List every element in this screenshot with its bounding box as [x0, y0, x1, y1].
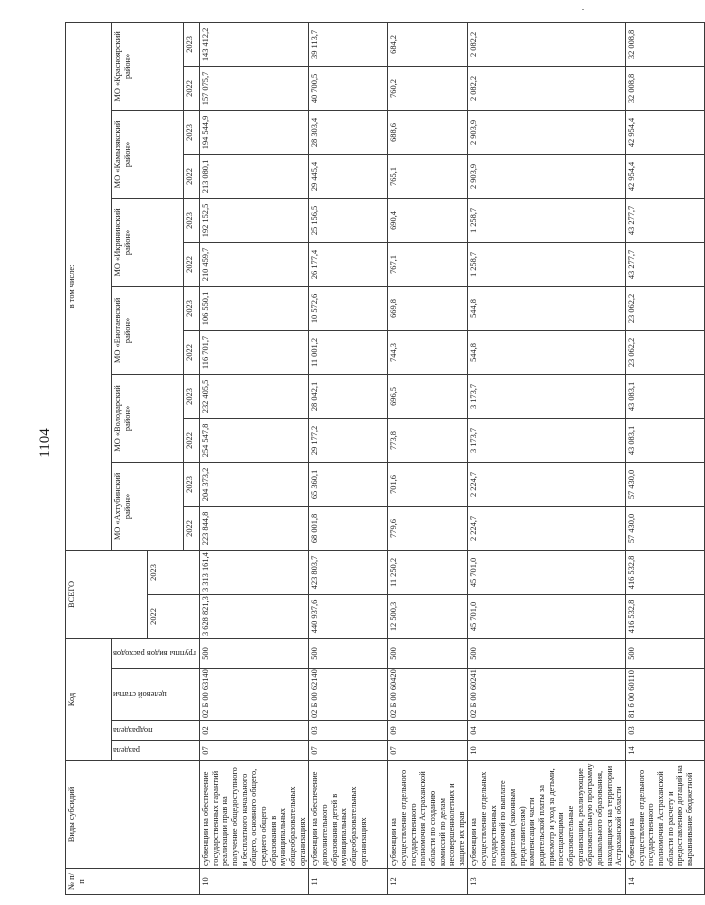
row-value: 416 532,8	[625, 594, 704, 638]
row-value: 701,6	[388, 462, 468, 506]
row-value: 423 803,7	[309, 550, 388, 594]
row-value: 2 903,9	[468, 110, 626, 154]
row-value: 684,2	[388, 22, 468, 66]
row-value: 12 500,3	[388, 594, 468, 638]
row-razdel: 07	[388, 741, 468, 761]
header-total: ВСЕГО	[66, 550, 148, 638]
row-value: 213 080,1	[200, 154, 309, 198]
row-target: 02 Б 00 60241	[468, 669, 626, 721]
header-target-text: целевой статьи	[113, 690, 167, 700]
row-value: 29 445,4	[309, 154, 388, 198]
row-value: 11 250,2	[388, 550, 468, 594]
row-number: 10	[200, 869, 309, 895]
row-value: 26 177,4	[309, 242, 388, 286]
row-value: 65 360,1	[309, 462, 388, 506]
row-value: 210 459,7	[200, 242, 309, 286]
table-row	[468, 22, 626, 894]
header-year: 2023	[184, 286, 200, 330]
header-year: 2022	[184, 66, 200, 110]
row-name: субвенции на обеспечение дополнительного образования детей в муниципальных общеобразовательных организациях	[309, 761, 388, 869]
row-value: 3 313 161,4	[200, 550, 309, 594]
row-number: 14	[625, 869, 704, 895]
row-rashod: 500	[309, 638, 388, 668]
row-value: 43 277,7	[625, 198, 704, 242]
row-value: 23 062,2	[625, 330, 704, 374]
header-year: 2022	[184, 154, 200, 198]
row-target: 02 Б 00 60420	[388, 669, 468, 721]
row-value: 39 113,7	[309, 22, 388, 66]
row-value: 2 082,2	[468, 22, 626, 66]
row-value: 116 701,7	[200, 330, 309, 374]
row-podrazdel: 04	[468, 721, 626, 741]
row-value: 11 001,2	[309, 330, 388, 374]
row-value: 23 062,2	[625, 286, 704, 330]
row-value: 544,8	[468, 286, 626, 330]
row-rashod: 500	[625, 638, 704, 668]
row-target: 02 Б 00 63140	[200, 669, 309, 721]
table-row	[309, 22, 388, 894]
rotated-table-container	[65, 27, 694, 895]
row-value: 773,8	[388, 418, 468, 462]
header-rashod	[112, 638, 200, 668]
header-year: 2022	[148, 594, 200, 638]
row-value: 57 430,0	[625, 506, 704, 550]
row-podrazdel: 09	[388, 721, 468, 741]
row-razdel: 14	[625, 741, 704, 761]
row-value: 10 572,6	[309, 286, 388, 330]
header-razdel	[112, 741, 200, 761]
row-podrazdel: 03	[309, 721, 388, 741]
header-rashod-text: группы видов расходов	[113, 649, 197, 659]
row-value: 57 430,0	[625, 462, 704, 506]
row-number: 13	[468, 869, 626, 895]
header-year: 2023	[184, 462, 200, 506]
table-row	[200, 22, 309, 894]
row-value: 232 405,5	[200, 374, 309, 418]
header-target	[112, 669, 200, 721]
row-value: 28 303,4	[309, 110, 388, 154]
row-value: 440 937,6	[309, 594, 388, 638]
row-value: 43 277,7	[625, 242, 704, 286]
table-row	[625, 22, 704, 894]
header-year: 2022	[184, 418, 200, 462]
row-razdel: 07	[200, 741, 309, 761]
page-number: 1104	[37, 428, 53, 458]
header-year: 2023	[184, 198, 200, 242]
row-value: 2 082,2	[468, 66, 626, 110]
header-mo-enotaevsky: МО «Енотаевский район»	[112, 286, 184, 374]
row-value: 254 547,8	[200, 418, 309, 462]
row-value: 45 701,0	[468, 594, 626, 638]
row-razdel: 07	[309, 741, 388, 761]
header-mo-volodarsky: МО «Володарский район»	[112, 374, 184, 462]
row-value: 2 224,7	[468, 462, 626, 506]
header-podrazdel	[112, 721, 200, 741]
header-incl: в том числе:	[66, 22, 112, 550]
row-value: 32 008,8	[625, 66, 704, 110]
row-value: 669,8	[388, 286, 468, 330]
row-value: 544,8	[468, 330, 626, 374]
row-value: 2 903,9	[468, 154, 626, 198]
row-value: 3 173,7	[468, 374, 626, 418]
row-value: 696,5	[388, 374, 468, 418]
row-value: 192 152,5	[200, 198, 309, 242]
header-mo-akhtubinsky: МО «Ахтубинский район»	[112, 462, 184, 550]
header-year: 2023	[184, 110, 200, 154]
row-target: 02 Б 00 62140	[309, 669, 388, 721]
row-value: 43 083,1	[625, 374, 704, 418]
row-value: 143 412,2	[200, 22, 309, 66]
row-value: 744,3	[388, 330, 468, 374]
row-value: 2 224,7	[468, 506, 626, 550]
header-year: 2023	[148, 550, 200, 594]
row-value: 1 258,7	[468, 198, 626, 242]
header-code: Код	[66, 638, 112, 760]
header-mo-krasnoyarsky: МО «Красноярский район»	[112, 22, 184, 110]
row-value: 43 083,1	[625, 418, 704, 462]
row-number: 11	[309, 869, 388, 895]
row-value: 106 550,1	[200, 286, 309, 330]
row-value: 40 700,5	[309, 66, 388, 110]
subsidy-table	[65, 22, 705, 895]
row-value: 3 628 821,3	[200, 594, 309, 638]
row-value: 760,2	[388, 66, 468, 110]
table-frame	[65, 27, 694, 895]
row-value: 68 001,8	[309, 506, 388, 550]
header-num: № п/п	[66, 869, 200, 895]
header-razdel-text: раздела	[113, 746, 140, 756]
row-value: 3 173,7	[468, 418, 626, 462]
header-year: 2022	[184, 506, 200, 550]
row-value: 194 544,9	[200, 110, 309, 154]
header-mo-ikryaninsky: МО «Икрянинский район»	[112, 198, 184, 286]
row-value: 779,6	[388, 506, 468, 550]
header-year: 2022	[184, 242, 200, 286]
header-mo-kamyzyaksky: МО «Камызякский район»	[112, 110, 184, 198]
row-target: 81 б 00 60110	[625, 669, 704, 721]
header-year: 2022	[184, 330, 200, 374]
row-rashod: 500	[388, 638, 468, 668]
row-value: 32 008,8	[625, 22, 704, 66]
row-razdel: 10	[468, 741, 626, 761]
row-value: 157 075,7	[200, 66, 309, 110]
row-value: 1 258,7	[468, 242, 626, 286]
row-rashod: 500	[468, 638, 626, 668]
scan-speck	[582, 9, 584, 10]
header-year: 2023	[184, 374, 200, 418]
row-name: субвенции на обеспечение государственных гарантий реализации прав на получение общедоступного и бесплатного начального общего, основного общего, среднего общего образования в муниципальных общеобразовательных организациях	[200, 761, 309, 869]
row-podrazdel: 03	[625, 721, 704, 741]
row-value: 45 701,0	[468, 550, 626, 594]
row-value: 688,6	[388, 110, 468, 154]
row-value: 765,1	[388, 154, 468, 198]
header-name: Виды субсидий	[66, 761, 200, 869]
row-value: 767,1	[388, 242, 468, 286]
row-value: 29 177,2	[309, 418, 388, 462]
row-value: 690,4	[388, 198, 468, 242]
table-row	[388, 22, 468, 894]
row-name: субвенции на осуществление отдельного государственного полномочия Астраханской области по созданию комиссий по делам несовершеннолетних и защите их прав	[388, 761, 468, 869]
row-value: 416 532,8	[625, 550, 704, 594]
row-name: субвенции на осуществление отдельного государственного полномочия Астраханской области по расчету и предоставлению дотаций на выравнивание бюджетной	[625, 761, 704, 869]
row-value: 42 954,4	[625, 110, 704, 154]
row-value: 204 373,2	[200, 462, 309, 506]
row-rashod: 500	[200, 638, 309, 668]
row-name: субвенции на осуществление отдельных государственных полномочий по выплате родителям (законным представителям) компенсации части родительской платы за присмотр и уход за детьми, посещающими образовательные организации, реализующие образовательную программу дошкольного образования, находящиеся на территории Астраханской области	[468, 761, 626, 869]
row-number: 12	[388, 869, 468, 895]
header-year: 2023	[184, 22, 200, 66]
row-value: 25 156,5	[309, 198, 388, 242]
row-value: 28 042,1	[309, 374, 388, 418]
row-value: 42 954,4	[625, 154, 704, 198]
row-value: 223 844,8	[200, 506, 309, 550]
row-podrazdel: 02	[200, 721, 309, 741]
header-podrazdel-text: подраздела	[113, 726, 153, 736]
